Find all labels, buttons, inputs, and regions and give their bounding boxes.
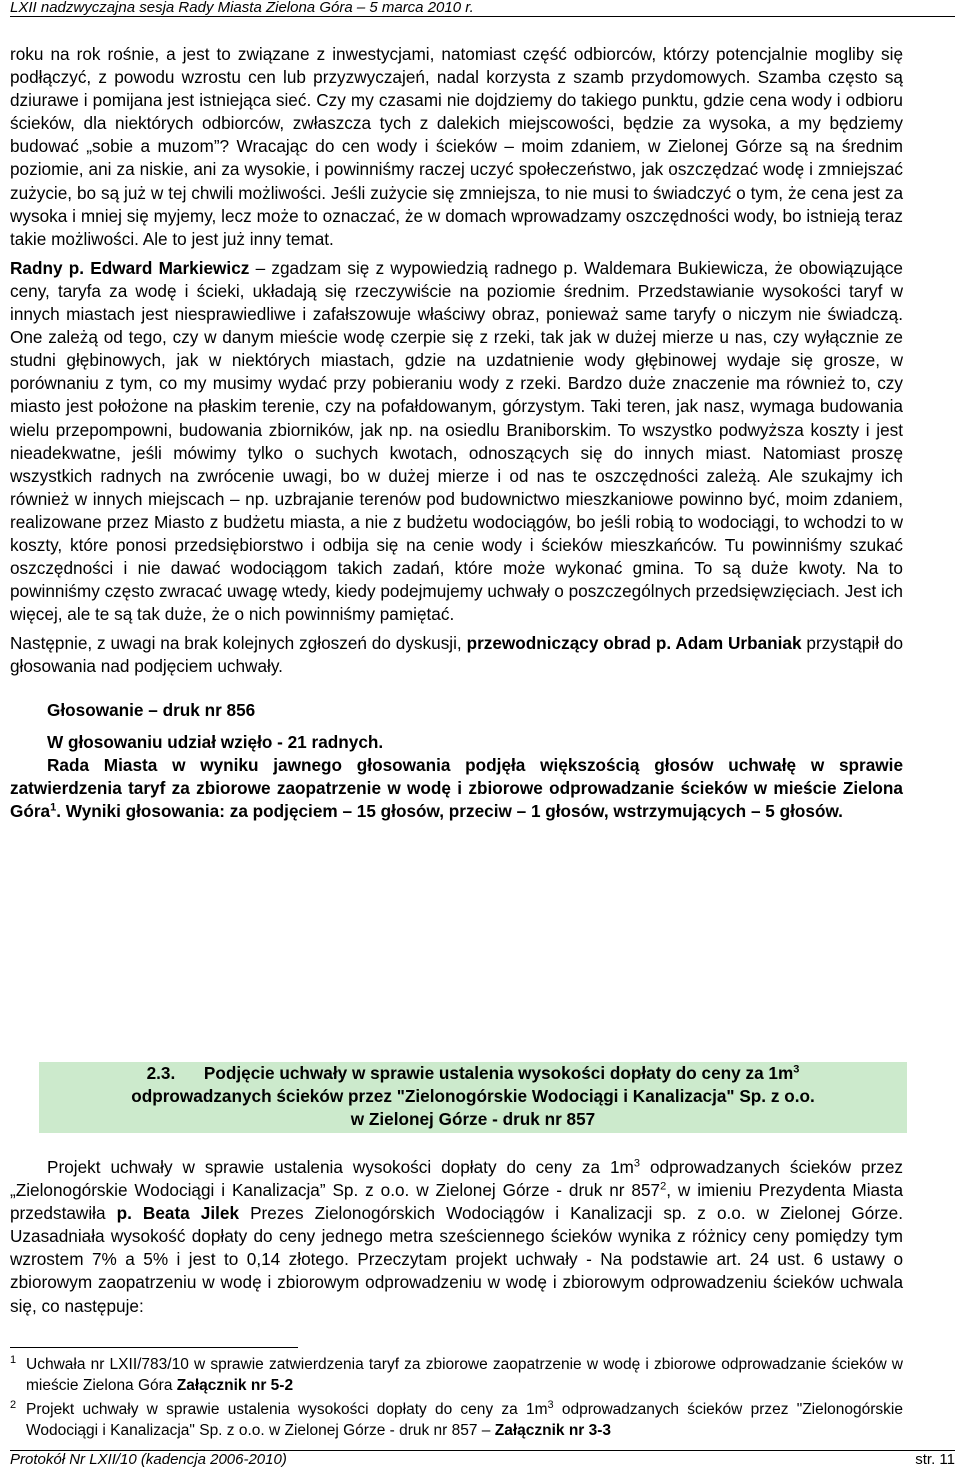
superscript: 3: [793, 1063, 800, 1076]
result-text: Rada Miasta w wyniku jawnego głosowania podjęła większością głosów uchwałę w sprawie zatwierdzenia taryf za zbiorowe zaopatrzenie w wodę i zbiorowe odprowadzanie ścieków w mieście Zielona Góra: [10, 754, 903, 821]
section-title-line1: [39, 1062, 907, 1085]
footnote-ref[interactable]: 2: [660, 1180, 667, 1193]
section-title-line2: odprowadzanych ścieków przez "Zielonogórskie Wodociągi i Kanalizacja" Sp. z o.o.: [131, 1086, 815, 1107]
footer-protocol: Protokół Nr LXII/10 (kadencja 2006-2010): [10, 1451, 287, 1468]
paragraph-continuation: roku na rok rośnie, a jest to związane z inwestycjami, natomiast część odbiorców, którzy potencjalnie mogliby się podłączyć, z powodu wzrostu cen lub przyzwyczajeń, nadal korzysta z szamb przydomowych. Szamba często są dziurawe i pomijana jest istniejąca sieć. Czy my czasami nie dojdziemy do takiego punktu, gdzie cena wody i odbioru ścieków, dla niektórych odbiorców, zwłaszcza tych z dalekich miejscowości, będzie za wysoka, a my będziemy budować „sobie a muzom”? Wracając do cen wody i ścieków – moim zdaniem, w Zielonej Górze są na średnim poziomie, ani za niskie, ani za wysokie, i powinniśmy raczej uczyć społeczeństwo, jak oszczędzać wodę i zmniejszać zużycie, bo są już w tej chwili możliwości. Jeśli zużycie się zmniejsza, to nie musi to świadczyć o tym, że cena jest za wysoka i mniej się myjemy, lecz może to oznaczać, że w domach wprowadzamy oszczędności wody, bo istnieją teraz takie możliwości. Ale to jest już inny temat.: [10, 44, 903, 249]
footnote-divider: [10, 1347, 298, 1348]
speech-text: – zgadzam się z wypowiedzią radnego p. Waldemara Bukiewicza, że obowiązujące ceny, taryfa za wodę i ścieki, układają się rzeczywiście na poziomie średnim. Przedstawianie wysokości taryf w innych miastach jest niesprawiedliwe i zafałszowuje właściwy obraz, ponieważ same taryfy o niczym nie świadczą. One zależą od tego, czy w danym mieście wodę czerpie się z rzeki, tak jak w dużej mierze u nas, czy wyłącznie ze studni głębinowych, jak w niektórych miastach, gdzie na uzdatnienie wody głębinowej wydaje się grosze, w porównaniu z tym, co my musimy wydać przy pobieraniu wody z rzeki. Bardzo duże znaczenie ma również to, czy miasto jest położone na płaskim terenie, czy na pofałdowanym, górzystym. Taki teren, jak nasz, wymaga budowania wielu przepompowni, budowania zbiorników, jak np. na osiedlu Braniborskim. To wszystko podwyższa koszty i jest nieadekwatne, jeśli mówimy tylko o suchych kwotach, odnoszących się do innych miast. Natomiast proszę wszystkich radnych na zwrócenie uwagi, bo w dużej mierze i od nas te oszczędności zależą. Ale szukajmy ich również w innych miejscach – np. uzbrajanie terenów pod budownictwo mieszkaniowe powinno być, moim zdaniem, realizowane przez Miasto z budżetu miasta, a nie z budżetu wodociągów, bo jeśli robią to wodociągi, to wchodzi to w koszty, które ponosi przedsiębiorstwo i odbija się na cenie wody i ścieków mieszkańców. Tu powinniśmy szukać oszczędności i nie dawać wodociągom takich zadań, które może wykonać gmina. To są duże kwoty. Na to powinniśmy często zwracać uwagę wtedy, kiedy podejmujemy uchwały o poszczególnych przedsięwzięciach. Jest ich więcej, ale te są tak duże, że o nich powinniśmy pamiętać.: [10, 257, 903, 625]
paragraph-voting-start: [10, 632, 903, 678]
result-text: . Wyniki głosowania: za podjęciem – 15 głosów, przeciw – 1 głosów, wstrzymujących – 5 głosów.: [56, 800, 843, 821]
section-heading-2-3: [39, 1062, 907, 1133]
page-number: str. 11: [915, 1451, 955, 1468]
footnote-1: [10, 1354, 903, 1396]
footnote-text: Uchwała nr LXII/783/10 w sprawie zatwierdzenia taryf za zbiorowe zaopatrzenie w wodę i zbiorowe odprowadzanie ścieków w mieście Zielona Góra: [26, 1356, 903, 1394]
text-fragment: Następnie, z uwagi na brak kolejnych zgłoszeń do dyskusji,: [10, 633, 467, 654]
section-body: [10, 1156, 903, 1318]
paragraph-draft: [10, 1156, 903, 1318]
text-fragment: przystąpił do głosowania nad podjęciem uchwały.: [10, 633, 904, 677]
footnote-2: [10, 1399, 903, 1441]
footnote-number: 1: [10, 1354, 17, 1366]
footnote-ref[interactable]: 1: [50, 801, 57, 814]
superscript: 3: [633, 1157, 640, 1170]
section-title-line3: w Zielonej Górze - druk nr 857: [350, 1109, 596, 1130]
superscript: 3: [547, 1398, 554, 1411]
attachment-ref: Załącznik nr 3-3: [494, 1422, 612, 1439]
vote-result: [10, 754, 903, 823]
attachment-ref: Załącznik nr 5-2: [176, 1377, 294, 1394]
vote-count: W głosowaniu udział wzięło - 21 radnych.: [47, 731, 384, 752]
page-header: [10, 0, 955, 17]
text-fragment: Projekt uchwały w sprawie ustalenia wysokości dopłaty do ceny za 1m: [47, 1157, 634, 1177]
section-title-text: 2.3. Podjęcie uchwały w sprawie ustalenia wysokości dopłaty do ceny za 1m: [146, 1063, 794, 1083]
header-title: LXII nadzwyczajna sesja Rady Miasta Zielona Góra – 5 marca 2010 r.: [10, 0, 474, 16]
vote-heading: Głosowanie – druk nr 856: [47, 699, 256, 720]
chair-name: przewodniczący obrad p. Adam Urbaniak: [466, 633, 802, 654]
text-fragment: Prezes Zielonogórskich Wodociągów i Kanalizacji sp. z o.o. w Zielonej Górze. Uzasadniała wysokość dopłaty do ceny jednego metra sześciennego ścieków wynika z różnicy ceny pomiędzy tym wzrostem 7% a 5% i jest to 0,14 złotego. Przeczytam projekt uchwały - Na podstawie art. 24 ust. 6 ustawy o zbiorowym zaopatrzeniu w wodę i zbiorowym odprowadzeniu w wodę i zbiorowym odprowadzeniu ścieków uchwala się, co następuje:: [10, 1203, 903, 1316]
footnote-text: Projekt uchwały w sprawie ustalenia wysokości dopłaty do ceny za 1m: [26, 1401, 548, 1418]
footnote-text: odprowadzanych ścieków przez "Zielonogórskie Wodociągi i Kanalizacja" Sp. z o.o. w Zielonej Górze - druk nr 857 –: [26, 1401, 903, 1439]
speaker-name: p. Beata Jilek: [116, 1203, 240, 1224]
text-fragment: , w imieniu Prezydenta Miasta przedstawiła: [10, 1180, 903, 1224]
page-footer: [10, 1450, 955, 1469]
speaker-name: Radny p. Edward Markiewicz: [10, 257, 250, 278]
text-fragment: odprowadzanych ścieków przez „Zielonogórskie Wodociągi i Kanalizacja” Sp. z o.o. w Zielonej Górze - druk nr 857: [10, 1157, 903, 1201]
paragraph-markiewicz: [10, 257, 903, 627]
main-text: [10, 43, 903, 823]
footnote-number: 2: [10, 1399, 17, 1411]
footnotes: [10, 1354, 903, 1444]
